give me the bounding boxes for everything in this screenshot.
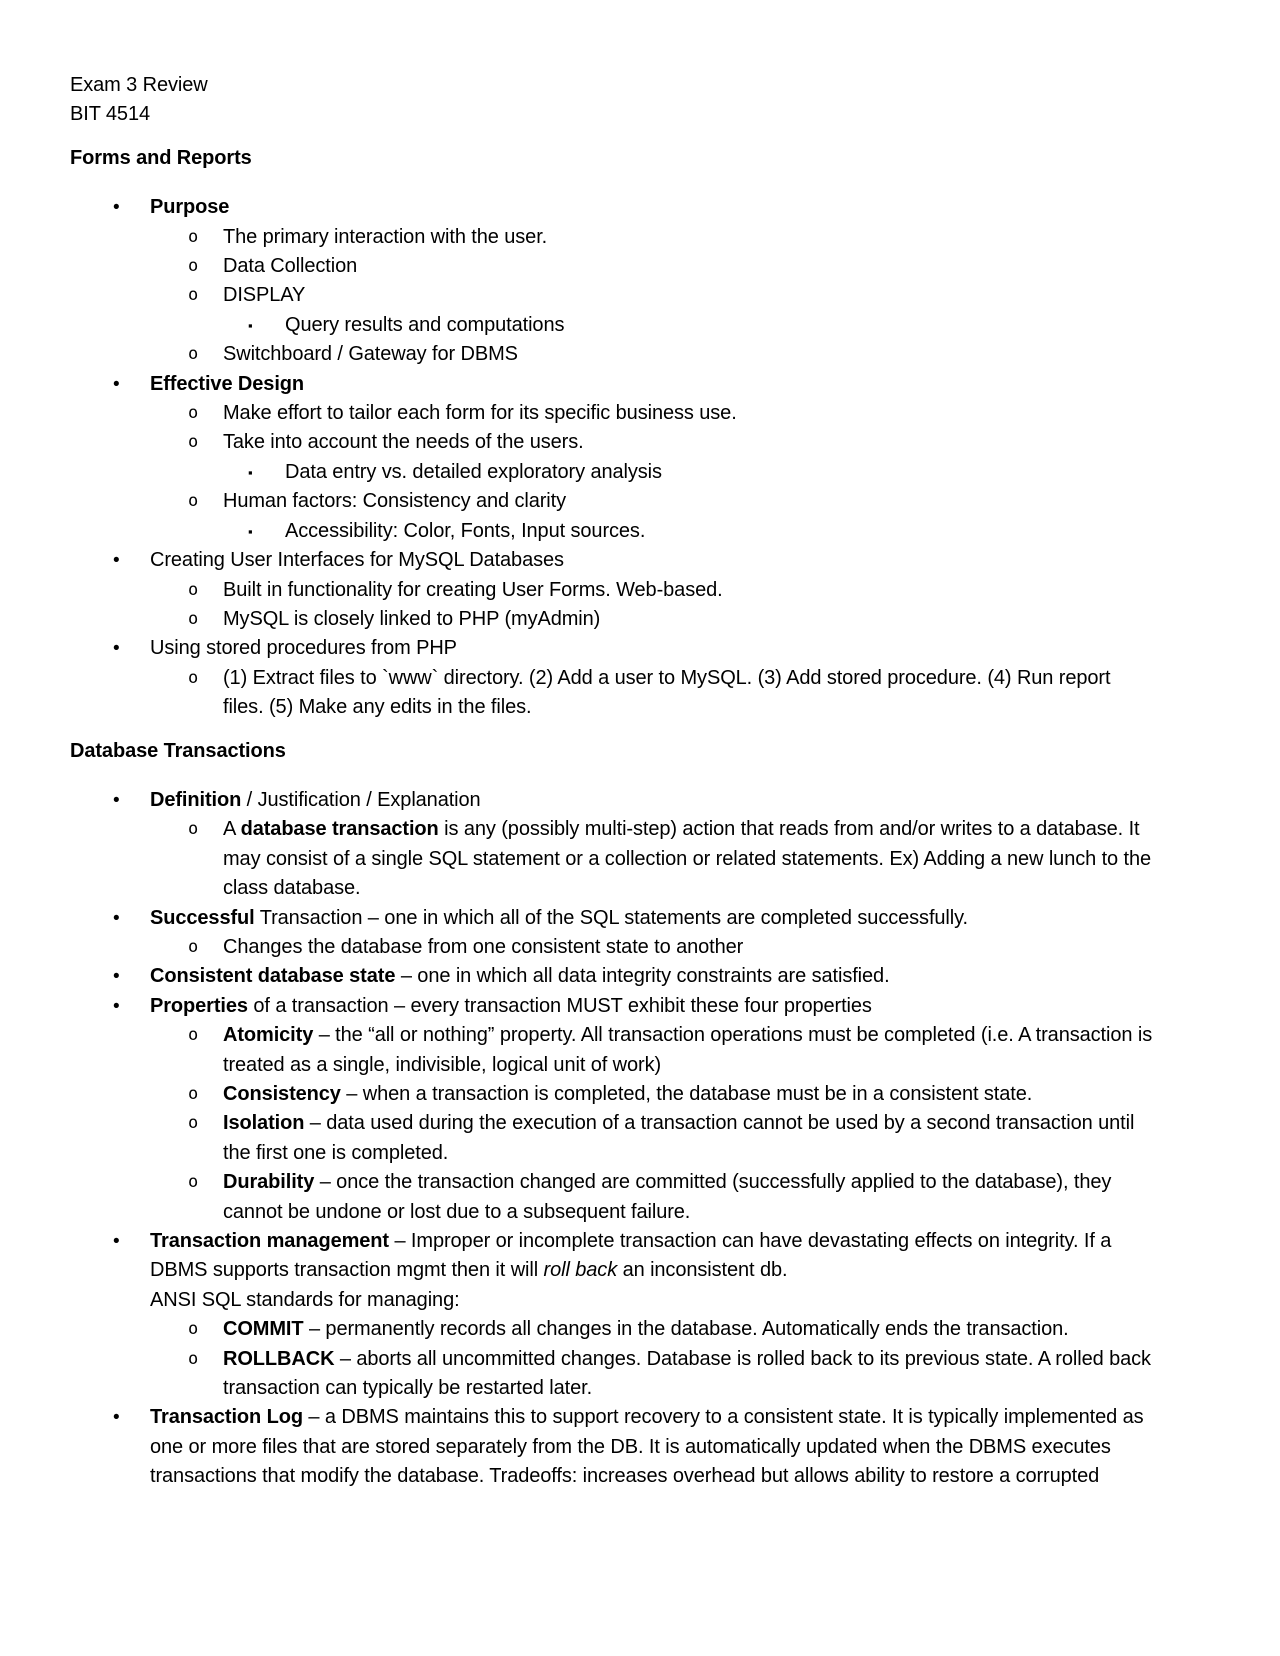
list-item-level-3 (0, 517, 1280, 546)
bullet-circle-marker: o (188, 1319, 199, 1340)
paragraph-text: Data Collection (223, 255, 358, 278)
paragraph-text: A database transaction is any (possibly multi-step) action that reads from and/or writes to a database. It may consist of a single SQL statement or a collection or related statements. Ex) Adding a new lunch to the class database. (223, 818, 1152, 900)
paragraph-text: Transaction management – Improper or incomplete transaction can have devastating effects on integrity. If a DBMS supports transaction mgmt then it will roll back an inconsistent db. ANSI SQL standards for managing: (150, 1230, 1112, 1311)
list-item-level-2 (0, 252, 1280, 281)
list-item-level-2 (0, 1315, 1280, 1344)
paragraph-text: Purpose (150, 196, 230, 219)
list-item-level-2 (0, 664, 1280, 723)
bullet-circle-marker: o (188, 403, 199, 424)
paragraph-text: Isolation – data used during the execution of a transaction cannot be used by a second transaction until the first one is completed. (223, 1112, 1135, 1164)
paragraph-text: Definition / Justification / Explanation (150, 788, 481, 811)
list-item-level-1 (0, 370, 1280, 399)
list-item-level-1 (0, 193, 1280, 222)
header-line (0, 71, 1280, 100)
list-item-level-1 (0, 786, 1280, 815)
list-item-level-2 (0, 815, 1280, 903)
list-item-level-3 (0, 458, 1280, 487)
paragraph-text: Built in functionality for creating User Forms. Web-based. (223, 578, 723, 601)
bullet-square-marker: ▪ (248, 464, 253, 480)
list-item-level-2 (0, 428, 1280, 457)
paragraph-text: ROLLBACK – aborts all uncommitted changes. Database is rolled back to its previous state. A rolled back transaction can typically be restarted later. (223, 1347, 1151, 1400)
list-item-level-2 (0, 1345, 1280, 1404)
paragraph-text: (1) Extract files to `www` directory. (2) Add a user to MySQL. (3) Add stored procedure. (4) Run report files. (5) Make any edits in the files. (223, 666, 1111, 719)
bullet-circle-marker: o (188, 344, 199, 365)
list-item-level-2 (0, 933, 1280, 962)
paragraph-text: Accessibility: Color, Fonts, Input sources. (285, 519, 646, 542)
header-line (0, 100, 1280, 129)
paragraph-text: Using stored procedures from PHP (150, 637, 457, 660)
list-item-level-2 (0, 1021, 1280, 1080)
paragraph-text: Creating User Interfaces for MySQL Databases (150, 549, 564, 572)
paragraph-text: Data entry vs. detailed exploratory analysis (285, 460, 662, 483)
paragraph-text: Successful Transaction – one in which all of the SQL statements are completed successfully. (150, 906, 968, 929)
list-item-level-2 (0, 487, 1280, 516)
paragraph-text: Properties of a transaction – every transaction MUST exhibit these four properties (150, 994, 872, 1017)
paragraph-text: Transaction Log – a DBMS maintains this to support recovery to a consistent state. It is typically implemented as one or more files that are stored separately from the DB. It is automatically updated when the DBMS executes transactions that modify the database. Tradeoffs: increases overhead but allows ability to restore a corrupted (150, 1406, 1144, 1488)
bullet-circle-marker: o (188, 667, 199, 688)
bullet-circle-marker: o (188, 608, 199, 629)
bullet-circle-marker: o (188, 1172, 199, 1193)
list-item-level-2 (0, 340, 1280, 369)
bullet-disc-marker: • (113, 1231, 120, 1253)
paragraph-text: Durability – once the transaction changed are committed (successfully applied to the database), they cannot be undone or lost due to a subsequent failure. (223, 1171, 1112, 1223)
bullet-circle-marker: o (188, 256, 199, 277)
list-item-level-2 (0, 605, 1280, 634)
list-item-level-2 (0, 1080, 1280, 1109)
bullet-circle-marker: o (188, 819, 199, 840)
bullet-disc-marker: • (113, 966, 120, 988)
paragraph-text: Changes the database from one consistent state to another (223, 935, 744, 958)
paragraph-text: DISPLAY (223, 284, 306, 307)
list-item-level-2 (0, 576, 1280, 605)
bullet-circle-marker: o (188, 285, 199, 306)
paragraph-text: Switchboard / Gateway for DBMS (223, 343, 518, 366)
bullet-circle-marker: o (188, 579, 199, 600)
paragraph-text: Human factors: Consistency and clarity (223, 490, 567, 513)
paragraph-text: Consistent database state – one in which all data integrity constraints are satisfied. (150, 965, 890, 988)
list-item-level-2 (0, 399, 1280, 428)
list-item-level-2 (0, 223, 1280, 252)
list-item-level-2 (0, 281, 1280, 310)
paragraph-text: Take into account the needs of the users. (223, 431, 584, 454)
list-item-level-1 (0, 962, 1280, 991)
bullet-circle-marker: o (188, 226, 199, 247)
section-heading (0, 144, 1280, 173)
list-item-level-1 (0, 904, 1280, 933)
bullet-circle-marker: o (188, 432, 199, 453)
bullet-disc-marker: • (113, 1407, 120, 1429)
bullet-circle-marker: o (188, 491, 199, 512)
section-heading (0, 737, 1280, 766)
bullet-disc-marker: • (113, 995, 120, 1017)
bullet-disc-marker: • (113, 638, 120, 660)
heading-text: Database Transactions (70, 739, 286, 762)
list-item-level-1 (0, 992, 1280, 1021)
heading-text: Forms and Reports (70, 146, 252, 169)
paragraph-text: COMMIT – permanently records all changes in the database. Automatically ends the transaction. (223, 1318, 1069, 1341)
paragraph-text: Atomicity – the “all or nothing” property. All transaction operations must be completed (i.e. A transaction is treated as a single, indivisible, logical unit of work) (223, 1024, 1153, 1076)
list-item-level-2 (0, 1109, 1280, 1168)
paragraph-text: Make effort to tailor each form for its specific business use. (223, 402, 737, 425)
bullet-square-marker: ▪ (248, 523, 253, 539)
bullet-circle-marker: o (188, 1084, 199, 1104)
paragraph-text: MySQL is closely linked to PHP (myAdmin) (223, 607, 601, 630)
bullet-disc-marker: • (113, 197, 120, 219)
paragraph-text: Query results and computations (285, 313, 565, 336)
paragraph-text: BIT 4514 (70, 103, 151, 126)
bullet-circle-marker: o (188, 1348, 199, 1369)
bullet-disc-marker: • (113, 373, 120, 395)
bullet-square-marker: ▪ (248, 317, 253, 333)
list-item-level-1 (0, 546, 1280, 575)
list-item-level-3 (0, 311, 1280, 340)
paragraph-text: Exam 3 Review (70, 74, 208, 96)
bullet-circle-marker: o (188, 1025, 199, 1046)
paragraph-text: Consistency – when a transaction is completed, the database must be in a consistent state. (223, 1083, 1033, 1105)
bullet-circle-marker: o (188, 936, 199, 957)
list-item-level-1 (0, 1403, 1280, 1491)
paragraph-text: Effective Design (150, 372, 305, 395)
bullet-disc-marker: • (113, 789, 120, 811)
bullet-disc-marker: • (113, 550, 120, 572)
bullet-circle-marker: o (188, 1113, 199, 1134)
list-item-level-1 (0, 634, 1280, 663)
bullet-disc-marker: • (113, 907, 120, 929)
paragraph-text: The primary interaction with the user. (223, 225, 548, 248)
list-item-level-2 (0, 1168, 1280, 1227)
list-item-level-1 (0, 1227, 1280, 1315)
